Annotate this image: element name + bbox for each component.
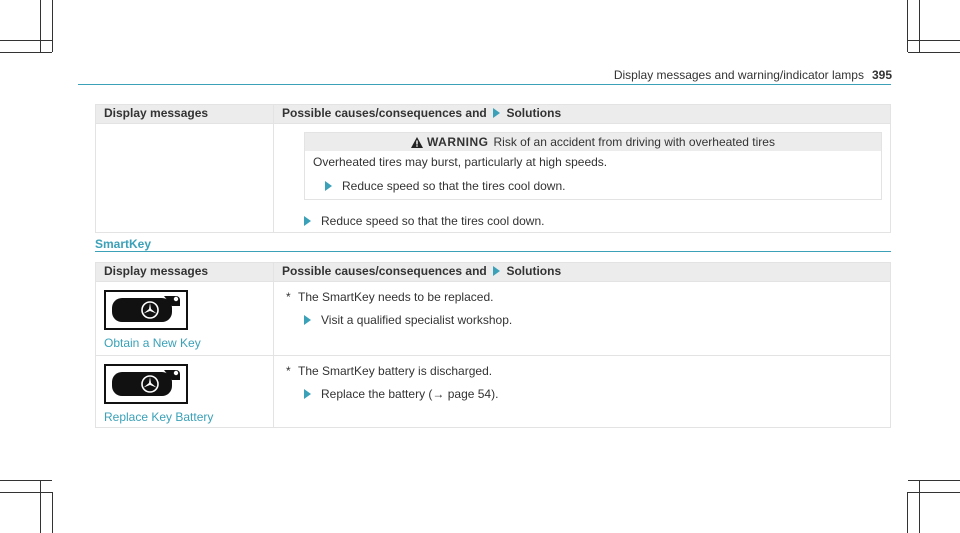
col-solutions-label: Solutions	[506, 106, 562, 120]
cause-text: The SmartKey needs to be replaced.	[298, 290, 494, 304]
action-arrow-icon	[325, 181, 332, 191]
col-causes-label: Possible causes/consequences and	[282, 264, 487, 278]
crop-mark	[919, 480, 920, 533]
warning-body	[305, 151, 881, 199]
col-display-messages: Display messages	[96, 105, 274, 124]
causes-cell	[274, 282, 891, 356]
table-row	[96, 356, 891, 428]
smartkey-messages-table	[95, 262, 891, 428]
action-arrow-icon	[304, 315, 311, 325]
causes-cell	[274, 124, 891, 233]
crop-mark	[0, 40, 52, 41]
crop-mark	[908, 52, 960, 53]
action-item	[304, 313, 890, 327]
smartkey-icon	[104, 364, 188, 404]
message-label: Replace Key Battery	[104, 410, 214, 424]
message-label: Obtain a New Key	[104, 336, 201, 350]
crop-mark	[908, 480, 960, 481]
tire-messages-table	[95, 104, 891, 233]
crop-mark	[908, 40, 960, 41]
col-display-messages: Display messages	[96, 263, 274, 282]
crop-mark	[0, 480, 52, 481]
crop-mark	[907, 492, 908, 533]
solutions-arrow-icon	[493, 266, 500, 276]
crop-mark	[40, 480, 41, 533]
warning-box	[304, 132, 882, 200]
warning-label: WARNING	[427, 135, 489, 149]
warning-action-text: Reduce speed so that the tires cool down.	[342, 179, 566, 193]
action-arrow-icon	[304, 389, 311, 399]
message-cell	[96, 356, 274, 428]
cause-item	[286, 364, 890, 378]
crop-mark	[0, 492, 52, 493]
warning-title: Risk of an accident from driving with overheated tires	[493, 135, 775, 149]
action-item	[304, 387, 890, 401]
warning-action	[325, 179, 873, 193]
action-arrow-icon	[304, 216, 311, 226]
section-rule	[95, 251, 891, 252]
table-row	[96, 124, 891, 233]
cause-item	[286, 290, 890, 304]
crop-mark	[907, 0, 908, 52]
warning-text: Overheated tires may burst, particularly at high speeds.	[313, 155, 608, 169]
header-rule	[78, 84, 891, 85]
causes-cell	[274, 356, 891, 428]
col-causes-solutions	[274, 105, 891, 124]
col-solutions-label: Solutions	[506, 264, 562, 278]
section-title: SmartKey	[95, 237, 152, 251]
message-cell	[96, 282, 274, 356]
warning-triangle-icon	[411, 137, 423, 148]
crop-mark	[908, 492, 960, 493]
solutions-arrow-icon	[493, 108, 500, 118]
smartkey-icon	[104, 290, 188, 330]
action-text: Reduce speed so that the tires cool down.	[321, 214, 545, 228]
col-causes-label: Possible causes/consequences and	[282, 106, 487, 120]
table-header-row	[96, 263, 891, 282]
running-header	[614, 68, 892, 82]
message-cell-empty	[96, 124, 274, 233]
warning-header	[305, 133, 881, 151]
cause-text: The SmartKey battery is discharged.	[298, 364, 493, 378]
crop-mark	[0, 52, 52, 53]
running-header-title: Display messages and warning/indicator lamps	[613, 68, 864, 82]
crop-mark	[52, 492, 53, 533]
cause-marker: *	[286, 290, 291, 304]
crop-mark	[40, 0, 41, 52]
action-text: Replace the battery (→ page 54).	[321, 387, 499, 401]
cause-marker: *	[286, 364, 291, 378]
action-item	[304, 214, 890, 228]
table-row	[96, 282, 891, 356]
action-text: Visit a qualified specialist workshop.	[321, 313, 513, 327]
table-header-row	[96, 105, 891, 124]
page-number: 395	[871, 68, 892, 82]
col-causes-solutions	[274, 263, 891, 282]
crop-mark	[52, 0, 53, 52]
crop-mark	[919, 0, 920, 52]
